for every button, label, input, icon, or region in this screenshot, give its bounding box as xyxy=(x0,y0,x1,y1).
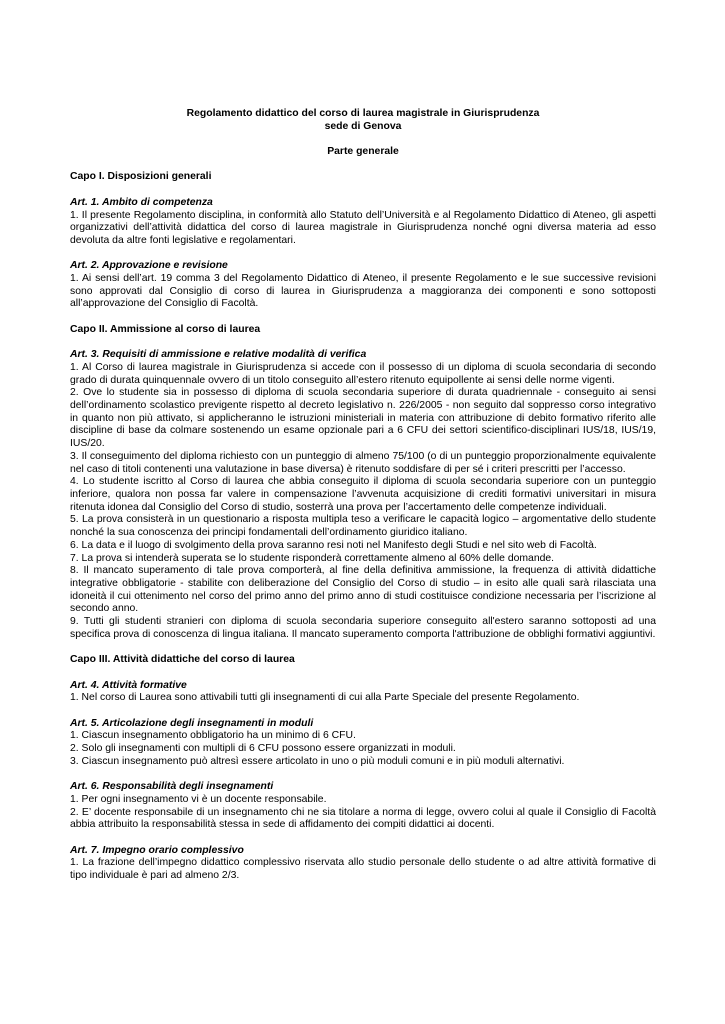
article-title: Art. 3. Requisiti di ammissione e relative modalità di verifica xyxy=(70,349,367,361)
article xyxy=(70,197,656,248)
document-page xyxy=(70,108,656,895)
article-paragraph: 5. La prova consisterà in un questionario a risposta multipla teso a verificare le capacità logico – argomentative dello studente nonché la sua conoscenza dei principi fondamentali dell’ordinamento giuridico italiano. xyxy=(70,514,656,539)
article-paragraph: 2. Solo gli insegnamenti con multipli di 6 CFU possono essere organizzati in moduli. xyxy=(70,743,456,755)
article-paragraph: 9. Tutti gli studenti stranieri con diploma di scuola secondaria superiore conseguito all'estero saranno sottoposti ad una specifica prova di conoscenza di lingua italiana. Il mancato superamento comporta l'attribuzione de obblighi formativi aggiuntivi. xyxy=(70,616,656,640)
document-title: Regolamento didattico del corso di laurea magistrale in Giurisprudenza xyxy=(186,108,540,119)
article-paragraph: 6. La data e il luogo di svolgimento della prova saranno resi noti nel Manifesto degli Studi e nel sito web di Facoltà. xyxy=(70,539,597,551)
article-paragraph: 2. Ove lo studente sia in possesso di diploma di scuola secondaria superiore di durata quadriennale - conseguito ai sensi dell’ordinamento scolastico previgente rispetto al decreto legislativo n. 226/2005 - non seguito dal soppresso corso integrativo in quanto non più attivato, si applicheranno le istruzioni ministeriali in materia con attribuzione di debito formativo riferito alle discipline di base da colmare sostenendo un esame opzionale pari a 6 CFU dei settori scientifico-disciplinari IUS/18, IUS/19, IUS/20. xyxy=(70,387,656,450)
article xyxy=(70,349,656,641)
article-title: Art. 7. Impegno orario complessivo xyxy=(70,844,244,856)
article-title: Art. 5. Articolazione degli insegnamenti in moduli xyxy=(70,717,314,729)
article-title: Art. 2. Approvazione e revisione xyxy=(70,260,228,272)
article-paragraph: 3. Ciascun insegnamento può altresì essere articolato in uno o più moduli comuni e in più moduli alternativi. xyxy=(70,755,565,767)
article xyxy=(70,718,656,769)
article-title: Art. 4. Attività formative xyxy=(70,679,187,691)
article-paragraph: 1. Ai sensi dell’art. 19 comma 3 del Regolamento Didattico di Ateneo, il presente Regolamento e le sue successive revisioni sono approvati dal Consiglio di corso di laurea in Giurisprudenza a maggioranza dei componenti e sono sottoposti all’approvazione del Consiglio di Facoltà. xyxy=(70,273,656,310)
chapter-heading: Capo I. Disposizioni generali xyxy=(70,171,212,183)
part-heading: Parte generale xyxy=(327,146,399,158)
article xyxy=(70,680,656,705)
article-title: Art. 1. Ambito di competenza xyxy=(70,196,213,208)
article-paragraph: 7. La prova si intenderà superata se lo studente risponderà correttamente almeno al 60% delle domande. xyxy=(70,552,555,564)
article-paragraph: 1. Al Corso di laurea magistrale in Giurisprudenza si accede con il possesso di un diploma di scuola secondaria di secondo grado di durata quinquennale ovvero di un titolo conseguito all’estero ritenuto equipollente ai sensi delle norme vigenti. xyxy=(70,361,656,386)
document-subtitle: sede di Genova xyxy=(324,120,402,132)
article-paragraph: 3. Il conseguimento del diploma richiesto con un punteggio di almeno 75/100 (o di un punteggio proporzionalmente equivalente nel caso di titoli contenenti una valutazione in base diversa) è ritenuto soddisfare di per sé i criteri prescritti per l’accesso. xyxy=(70,450,656,475)
article xyxy=(70,260,656,311)
chapter-heading: Capo III. Attività didattiche del corso di laurea xyxy=(70,654,295,666)
article-paragraph: 2. E’ docente responsabile di un insegnamento chi ne sia titolare a norma di legge, ovvero colui al quale il Consiglio di Facoltà abbia attribuito la responsabilità stessa in sede di affidamento dei compiti didattici ai docenti. xyxy=(70,806,656,831)
chapter-heading: Capo II. Ammissione al corso di laurea xyxy=(70,323,261,335)
article-paragraph: 1. La frazione dell’impegno didattico complessivo riservata allo studio personale dello studente o ad altre attività formative di tipo individuale è pari ad almeno 2/3. xyxy=(70,857,656,882)
article xyxy=(70,781,656,832)
article-title: Art. 6. Responsabilità degli insegnamenti xyxy=(70,781,274,793)
article-paragraph: 1. Ciascun insegnamento obbligatorio ha un minimo di 6 CFU. xyxy=(70,730,356,742)
document-body xyxy=(70,171,656,882)
article-paragraph: 1. Il presente Regolamento disciplina, in conformità allo Statuto dell’Università e al Regolamento Didattico di Ateneo, gli aspetti organizzativi dell’attività didattica del corso di laurea magistrale in Giurisprudenza nonché ogni diversa materia ad esso devoluta da altre fonti legislative e regolamentari. xyxy=(70,209,656,246)
article-paragraph: 1. Nel corso di Laurea sono attivabili tutti gli insegnamenti di cui alla Parte Speciale del presente Regolamento. xyxy=(70,692,580,704)
article-paragraph: 8. Il mancato superamento di tale prova comporterà, al fine della definitiva ammissione, la frequenza di attività didattiche integrative obbligatorie - stabilite con deliberazione del Consiglio del Corso di studio – in esito alle quali sarà rilasciata una idoneità il cui ottenimento nel corso del primo anno del primo anno di studi costituisce condizione necessaria per l’iscrizione al secondo anno. xyxy=(70,565,656,615)
article-paragraph: 1. Per ogni insegnamento vi è un docente responsabile. xyxy=(70,793,327,805)
article xyxy=(70,845,656,883)
article-paragraph: 4. Lo studente iscritto al Corso di laurea che abbia conseguito il diploma di scuola secondaria superiore con un punteggio inferiore, qualora non possa far valere in compensazione l’avvenuta acquisizione di crediti formativi universitari in misura ritenuta idonea dal Consiglio del Corso di studio, sosterrà una prova per l’accertamento delle competenze individuali. xyxy=(70,476,656,513)
